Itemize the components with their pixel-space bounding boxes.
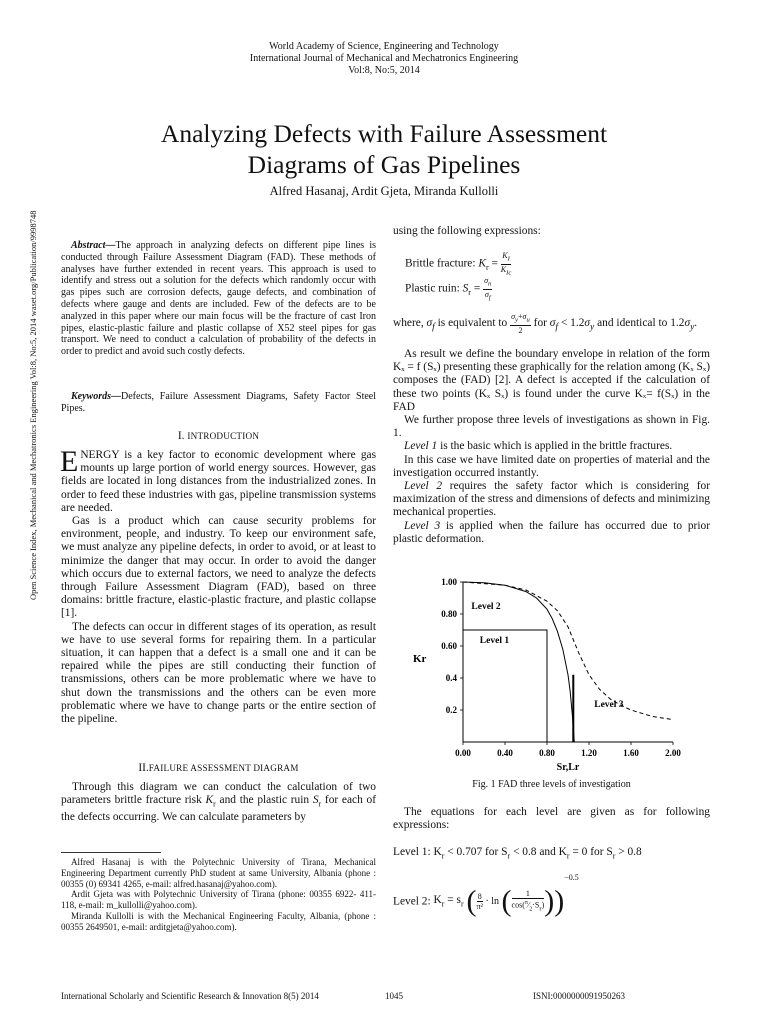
level2-label: Level 2 [404, 480, 443, 493]
annotation-level-3: Level 3 [594, 699, 624, 710]
x-tick-label: 2.00 [665, 748, 681, 758]
footnote-divider [61, 852, 161, 853]
boundary-paragraph: As result we define the boundary envelope in relation of the form Kₓ = f (Sₓ) presenting these graphically for the relation among (Kₓ Sₓ) composes the (FAD) [2]. A defect is accepted if the calculation of these two points (Kₓ Sₓ) is found under the curve Kₓ= f(Sₓ) in the FAD [393, 348, 710, 413]
y-axis-label: Kr [413, 653, 427, 665]
level1-label: Level 1 [404, 440, 438, 453]
intro-paragraph-2: Gas is a product which can cause security problems for environment, people, and industry. To keep our environment safe, we must analyze any pipeline defects, in order to avoid, or at least to minimize the danger that may occur. In order to avoid the danger which occurs due to external factors, we need to analyze the defects through Failure Assessment Diagram (FAD), based on three domains: brittle fracture, elastic-plastic fracture, and plastic collapse [1]. [61, 515, 376, 620]
x-tick-label: 0.80 [539, 748, 555, 758]
y-tick-label: 0.60 [441, 641, 457, 651]
sec-fraction: $\frac{1}{\cos(^\pi⁄_2\cdot S_r)}$ [511, 888, 545, 913]
keywords-text: Defects, Failure Assessment Diagrams, Safety Factor Steel Pipes. [61, 391, 376, 414]
section-2-title: FAILURE ASSESSMENT DIAGRAM [148, 763, 299, 773]
right-text-block [393, 348, 710, 546]
propose-paragraph: We further propose three levels of investigations as shown in Fig. 1. [393, 414, 710, 440]
x-tick-label: 1.20 [581, 748, 597, 758]
abstract [61, 240, 376, 358]
level1-paragraph [393, 440, 710, 453]
kr-fraction: $\frac{K_I}{K_{Ic}}$ [500, 251, 512, 277]
section-2-body: Through this diagram we can conduct the calculation of two parameters brittle fracture risk $K_r$ and the plastic ruin $S_r$ for each of the defects occurring. We can calculate parameters by [61, 781, 376, 823]
journal-line: International Journal of Mechanical and Mechatronics Engineering [249, 53, 519, 64]
drop-cap: E [60, 445, 79, 478]
section-1-number: I. [177, 430, 185, 442]
footer-page-number: 1045 [385, 991, 403, 1001]
volume-line: Vol:8, No:5, 2014 [348, 65, 420, 76]
section-2-number: II. [138, 762, 149, 774]
section-1-heading [61, 430, 376, 442]
section-1-body [60, 445, 376, 726]
publisher-line: World Academy of Science, Engineering and Technology [269, 41, 499, 52]
abstract-dash: — [105, 240, 116, 251]
y-tick-label: 0.80 [441, 609, 457, 619]
keywords [61, 391, 376, 415]
fad-chart [405, 570, 705, 775]
level2-paragraph [393, 480, 710, 520]
title-line-2: Diagrams of Gas Pipelines [247, 150, 521, 179]
plastic-label: Plastic ruin: [405, 282, 460, 295]
figure-caption: Fig. 1 FAD three levels of investigation [472, 779, 631, 790]
brittle-fracture-eq: Brittle fracture: $K_r$ = $\frac{K_I}{K_{Ic}}$ [405, 251, 512, 277]
abstract-label: Abstract [71, 240, 106, 251]
x-tick-label: 0.00 [455, 748, 471, 758]
authors: Alfred Hasanaj, Ardit Gjeta, Miranda Kullolli [269, 184, 499, 198]
where-part-3: for [530, 316, 550, 329]
intro-paragraph-3: The defects can occur in different stages of its operation, as result we have to use several forms for repairing them. In a particular situation, it can happen that a defect is a small one and it can be repaired while the pipes are still conducting their function of transmissions, others can be more problematic where we have to shut down the transmissions and the others can be even more problematic where we have to change parts or the entire section of the pipeline. [61, 620, 376, 726]
plastic-ruin-eq: Plastic ruin: $S_r$ = $\frac{\sigma_n}{\sigma_f}$ [405, 276, 492, 302]
where-part-1: where, [393, 316, 427, 329]
level2-eq-prefix: Level 2: [393, 895, 434, 908]
equations-intro [393, 806, 710, 832]
footnote-author-2: Ardit Gjeta was with Polytechnic University of Tirana (phone: 00355 6922- 411-118, e-mail: m_kullolli@yahoo.com). [61, 889, 376, 911]
level1-eq-prefix: Level 1: [393, 846, 434, 858]
fad-para-part-3: for each of the defects occurring. We can calculate parameters by [61, 794, 376, 823]
annotation-level-2: Level 2 [471, 602, 501, 613]
flow-stress-fraction: $\frac{\sigma_y+\sigma_u}{2}$ [511, 312, 530, 335]
footnote-author-3: Miranda Kullolli is with the Mechanical Engineering Faculty, Albania, (phone : 00355 2649501, e-mail: arditgjeta@yahoo.com). [61, 910, 376, 932]
where-sentence: where, $\sigma_f$ is equivalent to $\frac{\sigma_y+\sigma_u}{2}$ for $\sigma_f < 1.2\sigma_y$ and identical to $1.2\sigma_y$. [393, 312, 698, 335]
expressions-intro: using the following expressions: [393, 225, 541, 237]
level3-paragraph [393, 520, 710, 546]
section-2-heading [61, 762, 376, 774]
level1-text: is the basic which is applied in the brittle fractures. [437, 440, 673, 453]
level3-text: is applied when the failure has occurred due to prior plastic deformation. [393, 519, 710, 545]
fad-para-part-2: and the plastic ruin [215, 794, 313, 807]
title-line-1: Analyzing Defects with Failure Assessment [160, 119, 608, 148]
intro-paragraph-1: NERGY is a key factor to economic development where gas mounts up large portion of world energy sources. However, gas fields are located in long distances from the industrialized zones. In order to feed these industries with gas, pipeline transmission systems are needed. [61, 449, 376, 514]
fad-para-part-1: Through this diagram we can conduct the calculation of two parameters brittle fracture risk [61, 781, 376, 807]
sr-fraction: $\frac{\sigma_n}{\sigma_f}$ [484, 276, 492, 302]
y-tick-label: 1.00 [441, 577, 457, 587]
level3-label: Level 3 [404, 519, 441, 532]
annotation-level-1: Level 1 [479, 635, 510, 646]
section-1-title: INTRODUCTION [187, 431, 260, 441]
level1-equation: Level 1: $K_r < 0.707$ for $S_r < 0.8$ and $K_r = 0$ for $S_r > 0.8$ [393, 846, 642, 861]
footnotes [61, 857, 376, 933]
equations-paragraph: The equations for each level are given as for following expressions: [393, 806, 710, 832]
y-tick-label: 0.4 [445, 673, 457, 683]
keywords-dash: — [111, 391, 121, 402]
x-tick-label: 1.60 [623, 748, 639, 758]
footer-isni: ISNI:0000000091950263 [533, 991, 625, 1001]
limited-paragraph: In this case we have limited date on properties of material and the investigation occurred instantly. [393, 453, 710, 479]
level2-equation: Level 2: $K_r = s_r$ ( $\frac{8}{\text{π²}}$ · ln ( $\frac{1}{\cos(^\pi⁄_2\cdot S_r)}$ ))$^{-0.5}$ [393, 873, 579, 918]
y-tick-label: 0.2 [445, 705, 457, 715]
footnote-author-1: Alfred Hasanaj is with the Polytechnic University of Tirana, Mechanical Engineering Department currently PhD student at same University, Albania (phone : 00355 (0) 69341 4265, e-mail: alfred.hasanaj@yahoo.com). [61, 857, 376, 889]
eight-over-pi2: $\frac{8}{\text{π²}}$ [476, 891, 483, 911]
series-level-1 [463, 630, 547, 742]
journal-header [0, 41, 768, 77]
abstract-text: The approach in analyzing defects on different pipe lines is conducted through Failure Assessment Diagram (FAD). These methods of analyses have further extended in recent years. This approach is used to identify and stress out a solution for the defects which randomly occur with gas pipes such are corrosion defects, gauge defects, and combination of defects where gauge and dents are included. Few of the defects are to be analyzed in this paper where our main focus will be the fracture of cast Iron pipes, elastic-plastic failure and plastic collapse of X52 steel pipes for gas transport. We need to conduct a calculation of probability of the defects in order to predict and avoid such costly defects. [61, 240, 376, 358]
where-part-4: and identical to [594, 316, 671, 329]
level2-text: requires the safety factor which is considering for maximization of the stress and dimensions of defects and minimizing mechanical properties. [393, 480, 710, 519]
x-tick-label: 0.40 [497, 748, 513, 758]
x-axis-label: Sr,Lr [556, 762, 580, 773]
side-index-text: Open Science Index, Mechanical and Mechatronics Engineering Vol:8, No:5, 2014 waset.org/Publication/9998748 [28, 210, 38, 600]
brittle-label: Brittle fracture: [405, 257, 476, 270]
where-part-2: is equivalent to [434, 316, 511, 329]
keywords-label: Keywords [71, 391, 111, 402]
paper-title [60, 118, 708, 180]
footer-publisher: International Scholarly and Scientific Research & Innovation 8(5) 2014 [61, 991, 319, 1001]
